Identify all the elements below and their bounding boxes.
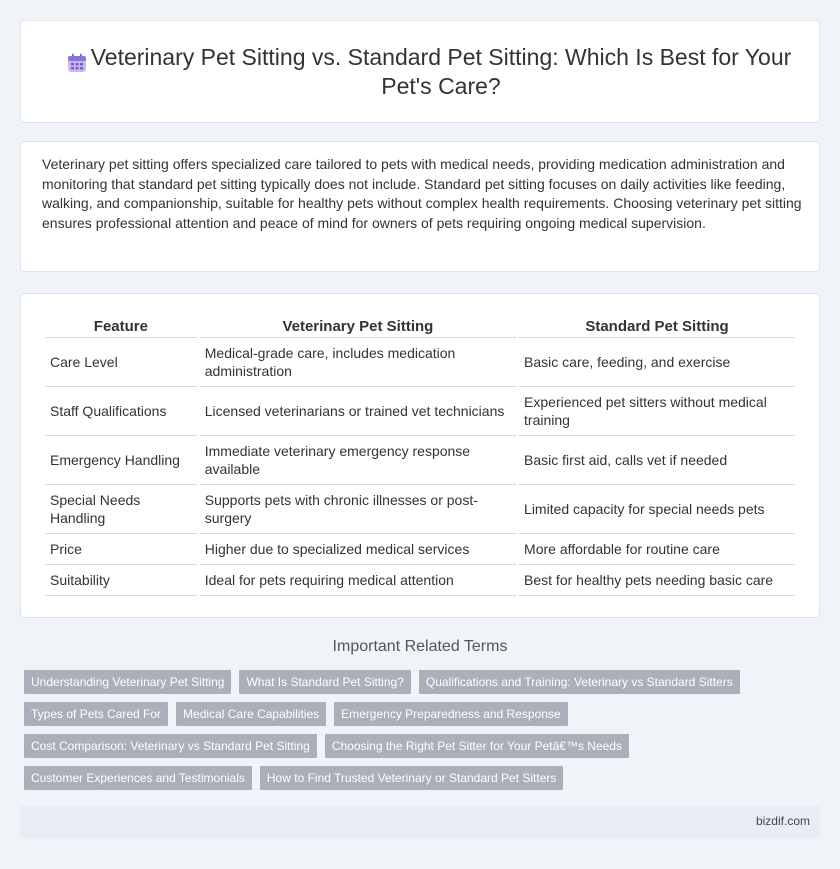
veterinary-cell: Licensed veterinarians or trained vet technicians: [200, 387, 516, 436]
related-term-tag[interactable]: Qualifications and Training: Veterinary vs Standard Sitters: [419, 670, 740, 694]
table-row: [45, 338, 795, 387]
standard-cell: Limited capacity for special needs pets: [519, 485, 795, 534]
table-header-row: [45, 314, 795, 338]
footer: [20, 806, 820, 838]
related-term-tag[interactable]: Types of Pets Cared For: [24, 702, 168, 726]
veterinary-cell: Immediate veterinary emergency response available: [200, 436, 516, 485]
table-row: [45, 387, 795, 436]
column-header-veterinary: Veterinary Pet Sitting: [200, 314, 516, 338]
standard-cell: Basic first aid, calls vet if needed: [519, 436, 795, 485]
feature-cell: Suitability: [45, 565, 197, 596]
standard-cell: More affordable for routine care: [519, 534, 795, 565]
column-header-feature: Feature: [45, 314, 197, 338]
intro-card: [20, 141, 820, 272]
veterinary-cell: Ideal for pets requiring medical attention: [200, 565, 516, 596]
veterinary-cell: Higher due to specialized medical services: [200, 534, 516, 565]
comparison-table: [42, 314, 798, 596]
comparison-table-card: [20, 293, 820, 618]
related-terms-heading: Important Related Terms: [332, 638, 508, 655]
related-term-tag[interactable]: What Is Standard Pet Sitting?: [239, 670, 410, 694]
feature-cell: Special Needs Handling: [45, 485, 197, 534]
related-term-tag[interactable]: How to Find Trusted Veterinary or Standard Pet Sitters: [260, 766, 563, 790]
page-title: Veterinary Pet Sitting vs. Standard Pet Sitting: Which Is Best for Your Pet's Care?: [90, 44, 792, 99]
intro-paragraph: Veterinary pet sitting offers specialized care tailored to pets with medical needs, providing medication administration and monitoring that standard pet sitting typically does not include. Standard pet sitting focuses on daily activities like feeding, walking, and companionship, suitable for healthy pets without complex health requirements. Choosing veterinary pet sitting ensures professional attention and peace of mind for owners of pets requiring ongoing medical supervision.: [42, 156, 802, 231]
related-term-tag[interactable]: Choosing the Right Pet Sitter for Your Petâ€™s Needs: [325, 734, 629, 758]
feature-cell: Staff Qualifications: [45, 387, 197, 436]
feature-cell: Emergency Handling: [45, 436, 197, 485]
table-row: [45, 485, 795, 534]
column-header-standard: Standard Pet Sitting: [519, 314, 795, 338]
table-row: [45, 534, 795, 565]
related-term-tag[interactable]: Customer Experiences and Testimonials: [24, 766, 252, 790]
header-card: [20, 20, 820, 123]
table-row: [45, 565, 795, 596]
table-row: [45, 436, 795, 485]
feature-cell: Price: [45, 534, 197, 565]
standard-cell: Basic care, feeding, and exercise: [519, 338, 795, 387]
standard-cell: Best for healthy pets needing basic care: [519, 565, 795, 596]
related-term-tag[interactable]: Medical Care Capabilities: [176, 702, 326, 726]
footer-site-name[interactable]: bizdif.com: [755, 814, 810, 828]
feature-cell: Care Level: [45, 338, 197, 387]
veterinary-cell: Supports pets with chronic illnesses or post-surgery: [200, 485, 516, 534]
veterinary-cell: Medical-grade care, includes medication administration: [200, 338, 516, 387]
related-term-tag[interactable]: Understanding Veterinary Pet Sitting: [24, 670, 231, 694]
related-term-tag[interactable]: Cost Comparison: Veterinary vs Standard Pet Sitting: [24, 734, 317, 758]
related-term-tag[interactable]: Emergency Preparedness and Response: [334, 702, 567, 726]
related-terms-list: [24, 670, 824, 798]
standard-cell: Experienced pet sitters without medical training: [519, 387, 795, 436]
